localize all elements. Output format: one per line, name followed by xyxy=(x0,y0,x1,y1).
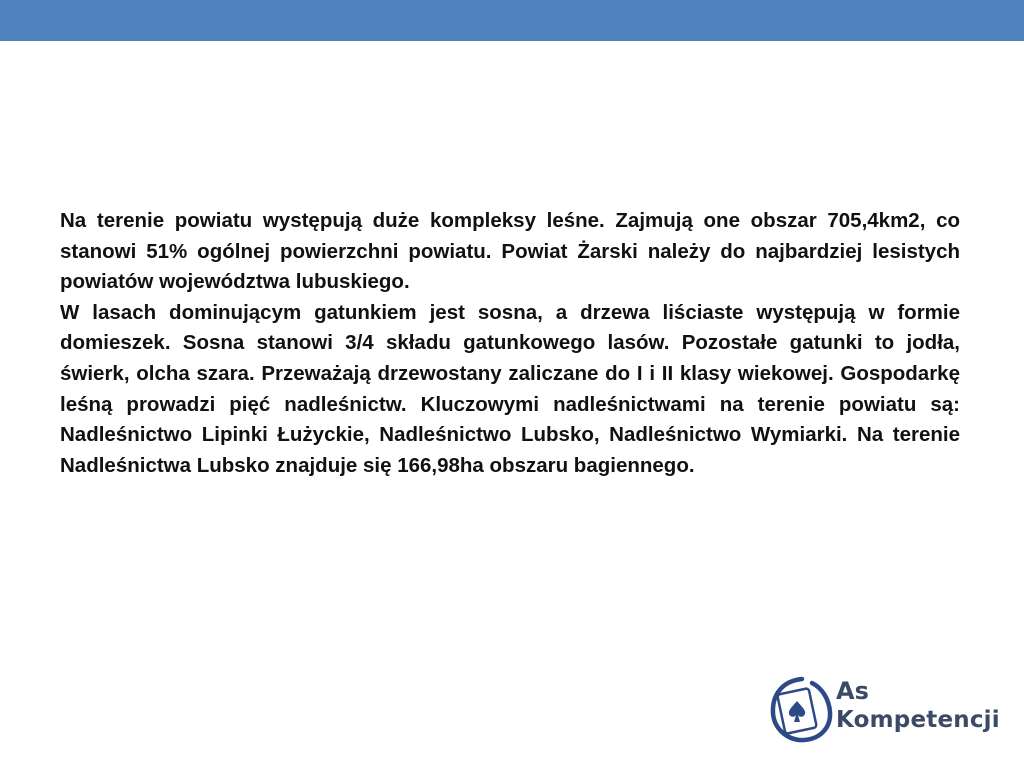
top-bar xyxy=(0,0,1024,41)
body-paragraph: Na terenie powiatu występują duże kompleksy leśne. Zajmują one obszar 705,4km2, co stanowi 51% ogólnej powierzchni powiatu. Powiat Żarski należy do najbardziej lesistych powiatów województwa lubuskiego. W lasach dominującym gatunkiem jest sosna, a drzewa liściaste występują w formie domieszek. Sosna stanowi 3/4 składu gatunkowego lasów. Pozostałe gatunki to jodła, świerk, olcha szara. Przeważają drzewostany zaliczane do I i II klasy wiekowej. Gospodarkę leśną prowadzi pięć nadleśnictw. Kluczowymi nadleśnictwami na terenie powiatu są: Nadleśnictwo Lipinki Łużyckie, Nadleśnictwo Lubsko, Nadleśnictwo Wymiarki. Na terenie Nadleśnictwa Lubsko znajduje się 166,98ha obszaru bagiennego. xyxy=(60,209,960,477)
logo-text-kompetencji: Kompetencji xyxy=(836,707,1000,733)
logo-text-as: As xyxy=(836,677,869,705)
logo xyxy=(768,673,998,745)
spade-ring-icon xyxy=(768,673,836,745)
